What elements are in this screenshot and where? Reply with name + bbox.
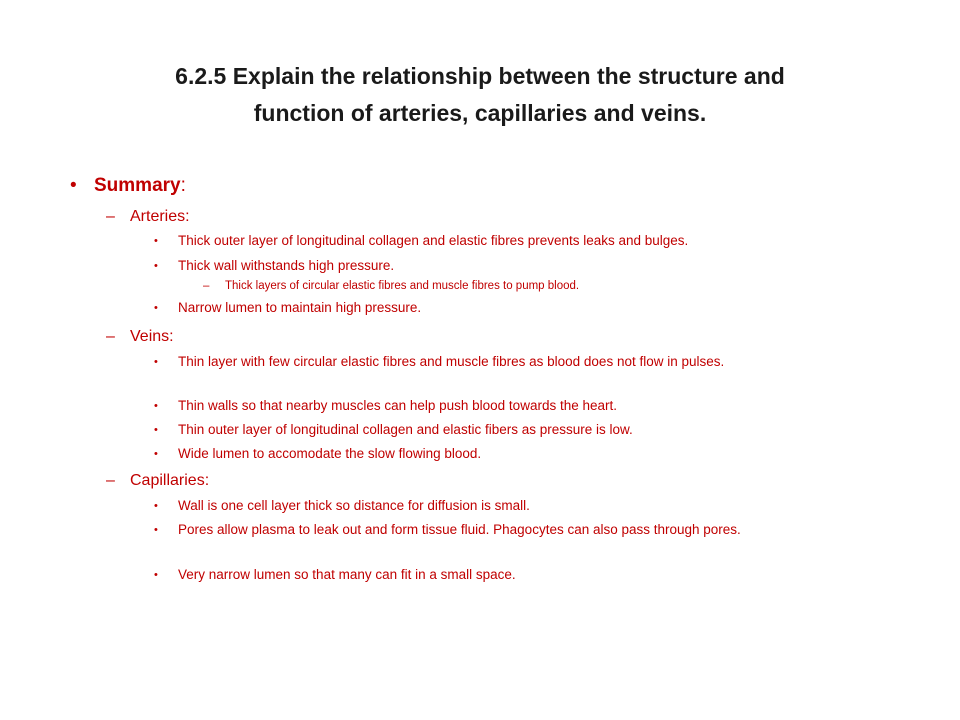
capillaries-heading-text: Capillaries:	[130, 472, 210, 489]
list-item-text: Wide lumen to accomodate the slow flowing blood.	[178, 446, 482, 461]
list-item-text: Thick wall withstands high pressure.	[178, 258, 395, 273]
bullet: •	[154, 569, 158, 581]
dash: –	[106, 328, 115, 345]
summary-label: Summary	[94, 175, 181, 196]
bullet: •	[154, 500, 158, 512]
bullet: •	[154, 260, 158, 272]
summary-heading	[70, 174, 186, 198]
dash: –	[106, 472, 115, 489]
list-item-text: Thin walls so that nearby muscles can help push blood towards the heart.	[178, 398, 617, 413]
veins-heading-text: Veins:	[130, 328, 174, 345]
bullet: •	[154, 302, 158, 314]
list-item-text: Very narrow lumen so that many can fit in a small space.	[178, 567, 516, 582]
bullet: •	[154, 448, 158, 460]
bullet: •	[70, 175, 77, 196]
title-line-1: 6.2.5 Explain the relationship between the structure and	[175, 63, 785, 89]
summary-colon: :	[180, 175, 186, 196]
list-item-text: Wall is one cell layer thick so distance for diffusion is small.	[178, 498, 530, 513]
list-item-text: Thin layer with few circular elastic fibres and muscle fibres as blood does not flow in pulses.	[178, 354, 725, 369]
list-item-text: Pores allow plasma to leak out and form tissue fluid. Phagocytes can also pass through pores.	[178, 522, 741, 537]
list-item-text: Thin outer layer of longitudinal collagen and elastic fibers as pressure is low.	[178, 422, 633, 437]
list-item-text: Thick outer layer of longitudinal collagen and elastic fibres prevents leaks and bulges.	[178, 233, 689, 248]
bullet: •	[154, 356, 158, 368]
arteries-heading-text: Arteries:	[130, 208, 190, 225]
bullet: •	[154, 424, 158, 436]
sub-list-item-text: Thick layers of circular elastic fibres and muscle fibres to pump blood.	[225, 280, 580, 292]
list-item-text: Narrow lumen to maintain high pressure.	[178, 300, 422, 315]
dash: –	[106, 208, 115, 225]
bullet: •	[154, 400, 158, 412]
title-line-2: function of arteries, capillaries and veins.	[253, 100, 707, 126]
bullet: •	[154, 235, 158, 247]
bullet: •	[154, 524, 158, 536]
slide-title	[60, 58, 900, 132]
dash: –	[203, 280, 210, 292]
